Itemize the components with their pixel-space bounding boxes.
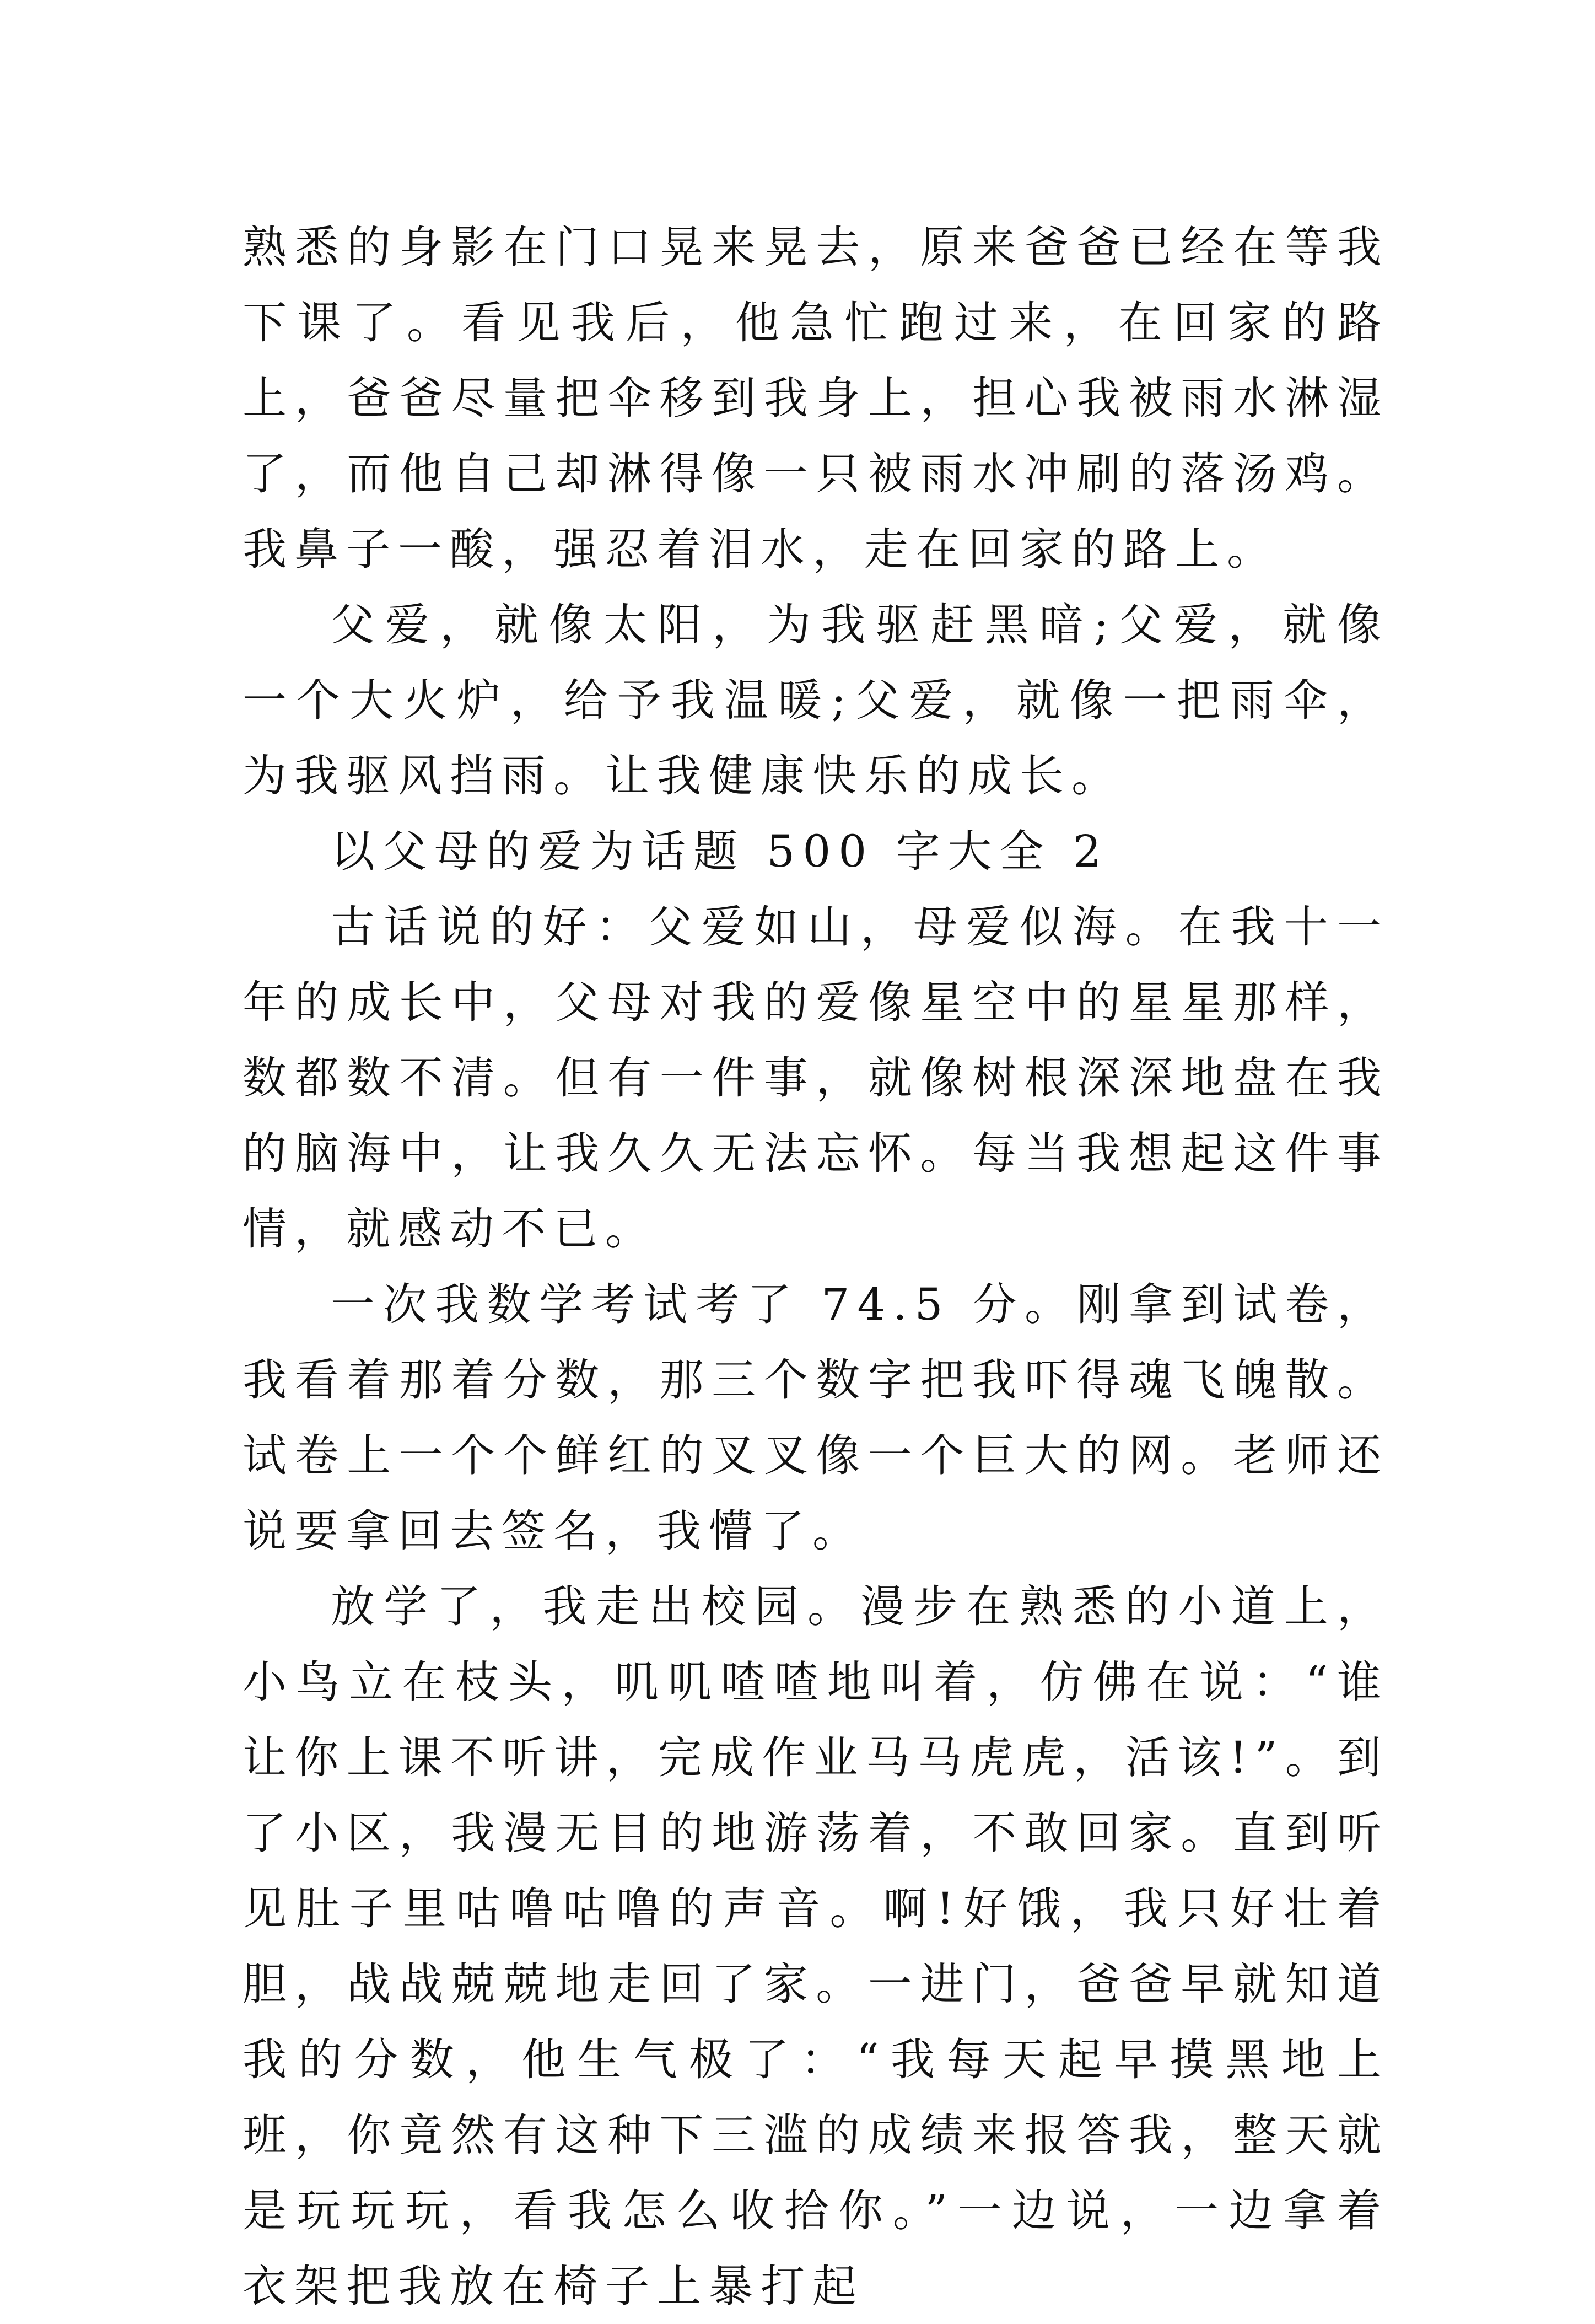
section-heading: 以父母的爱为话题 500 字大全 2 xyxy=(331,826,1109,877)
paragraph-3: 古话说的好：父爱如山，母爱似海。在我十一年的成长中，父母对我的爱像星空中的星星那样，数都数不清。但有一件事，就像树根深深地盘在我的脑海中，让我久久无法忘怀。每当我想起这件事情，就感动不已。 xyxy=(243,901,1389,1255)
paragraph-4: 一次我数学考试考了 74.5 分。刚拿到试卷，我看着那着分数，那三个数字把我吓得魂飞魄散。试卷上一个个鲜红的叉叉像一个巨大的网。老师还说要拿回去签名，我懵了。 xyxy=(243,1279,1389,1557)
body-text xyxy=(243,209,1389,2324)
paragraph-5: 放学了，我走出校园。漫步在熟悉的小道上，小鸟立在枝头，叽叽喳喳地叫着，仿佛在说：“谁让你上课不听讲，完成作业马马虎虎，活该!”。到了小区，我漫无目的地游荡着，不敢回家。直到听见肚子里咕噜咕噜的声音。啊!好饿，我只好壮着胆，战战兢兢地走回了家。一进门，爸爸早就知道我的分数，他生气极了：“我每天起早摸黑地上班，你竟然有这种下三滥的成绩来报答我，整天就是玩玩玩，看我怎么收拾你。”一边说，一边拿着衣架把我放在椅子上暴打起 xyxy=(243,1581,1389,2312)
paragraph-2: 父爱，就像太阳，为我驱赶黑暗;父爱，就像一个大火炉，给予我温暖;父爱，就像一把雨伞，为我驱风挡雨。让我健康快乐的成长。 xyxy=(243,599,1389,801)
paragraph-1: 熟悉的身影在门口晃来晃去，原来爸爸已经在等我下课了。看见我后，他急忙跑过来，在回家的路上，爸爸尽量把伞移到我身上，担心我被雨水淋湿了，而他自己却淋得像一只被雨水冲刷的落汤鸡。我鼻子一酸，强忍着泪水，走在回家的路上。 xyxy=(243,222,1389,575)
